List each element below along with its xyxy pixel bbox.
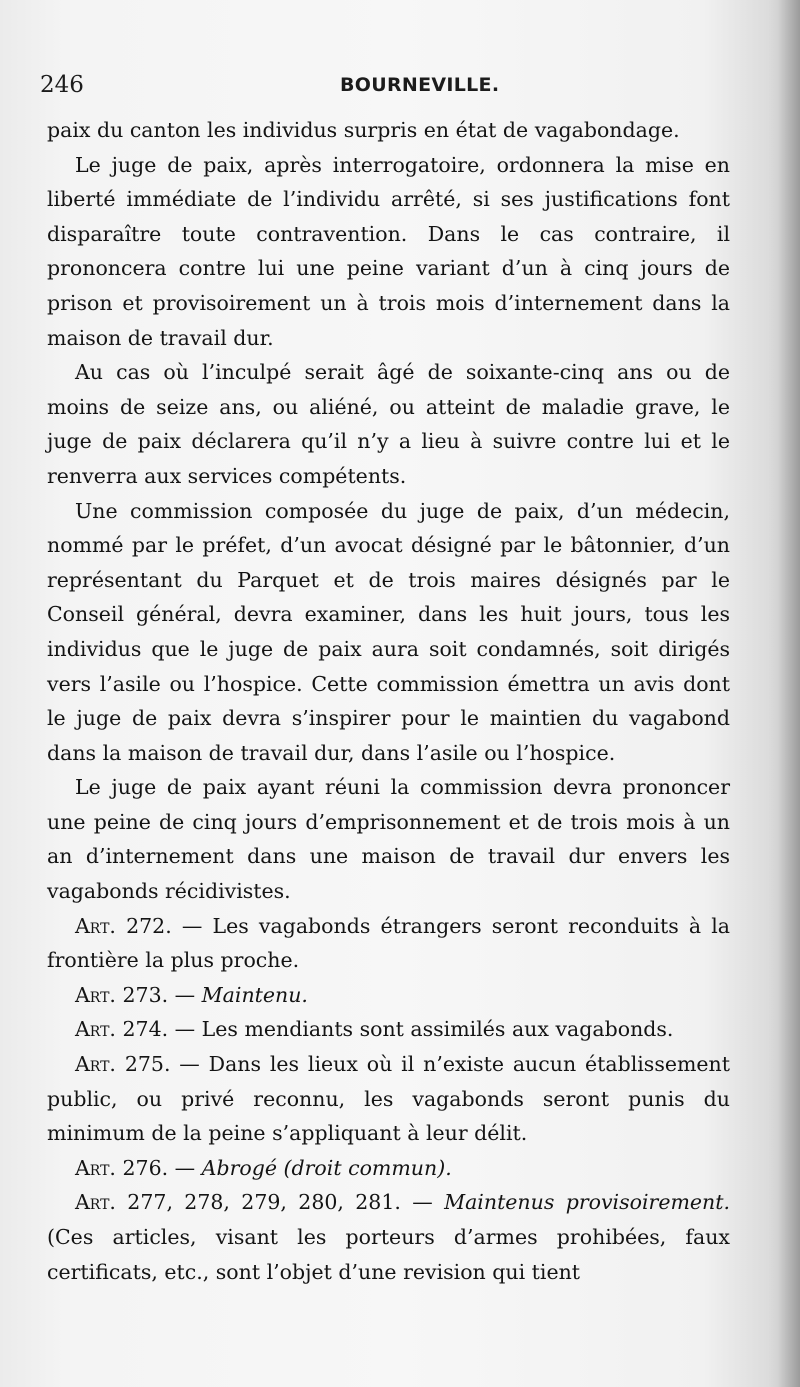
page-gutter-shadow — [778, 0, 800, 1387]
article-272: Art. 272. — Les vagabonds étrangers seront reconduits à la frontière la plus proche. — [47, 913, 730, 973]
article-label: Art. — [75, 1190, 116, 1215]
paragraph-continuation: paix du canton les individus surpris en état de vagabondage. — [47, 118, 680, 142]
paragraph-recidivists: Le juge de paix ayant réuni la commission devra prononcer une peine de cinq jours d’emprisonnement et de trois mois à un an d’internement dans une maison de travail dur envers les vagabonds récidivistes. — [47, 775, 730, 904]
paragraph-commission: Une commission composée du juge de paix, d’un médecin, nommé par le préfet, d’un avocat désigné par le bâtonnier, d’un représentant du Parquet et de trois maires désignés par le Conseil général, devra examiner, dans les huit jours, tous les individus que le juge de paix aura soit condamnés, soit dirigés vers l’asile ou l’hospice. Cette commission émettra un avis dont le juge de paix devra s’inspirer pour le maintien du vagabond dans la maison de travail dur, dans l’asile ou l’hospice. — [47, 498, 730, 765]
article-label: Art. — [75, 1052, 116, 1077]
article-label: Art. — [75, 982, 116, 1007]
article-label: Art. — [75, 1017, 116, 1042]
article-label: Art. — [75, 913, 116, 938]
article-275: Art. 275. — Dans les lieux où il n’existe aucun établissement public, ou privé reconnu, les vagabonds seront punis du minimum de la peine s’appliquant à leur délit. — [47, 1052, 730, 1146]
page-number: 246 — [40, 72, 84, 98]
body-text — [47, 113, 730, 1289]
page-header — [40, 72, 740, 104]
article-274: Art. 274. — Les mendiants sont assimilés aux vagabonds. — [75, 1017, 674, 1042]
article-273: Art. 273. — Maintenu. — [75, 982, 308, 1007]
paragraph-exemption: Au cas où l’inculpé serait âgé de soixante-cinq ans ou de moins de seize ans, ou aliéné, ou atteint de maladie grave, le juge de paix déclarera qu’il n’y a lieu à suivre contre lui et le renverra aux services compétents. — [47, 360, 730, 488]
article-277-281: Art. 277, 278, 279, 280, 281. — Maintenus provisoirement. (Ces articles, visant les porteurs d’armes prohibées, faux certificats, etc., sont l’objet d’une revision qui tient — [47, 1190, 730, 1284]
paragraph-release: Le juge de paix, après interrogatoire, ordonnera la mise en liberté immédiate de l’individu arrêté, si ses justifications font disparaître toute contravention. Dans le cas contraire, il prononcera contre lui une peine variant d’un à cinq jours de prison et provisoirement un à trois mois d’internement dans la maison de travail dur. — [47, 152, 730, 350]
article-label: Art. — [75, 1155, 116, 1180]
article-276: Art. 276. — Abrogé (droit commun). — [75, 1155, 452, 1180]
running-head: BOURNEVILLE. — [340, 74, 500, 96]
